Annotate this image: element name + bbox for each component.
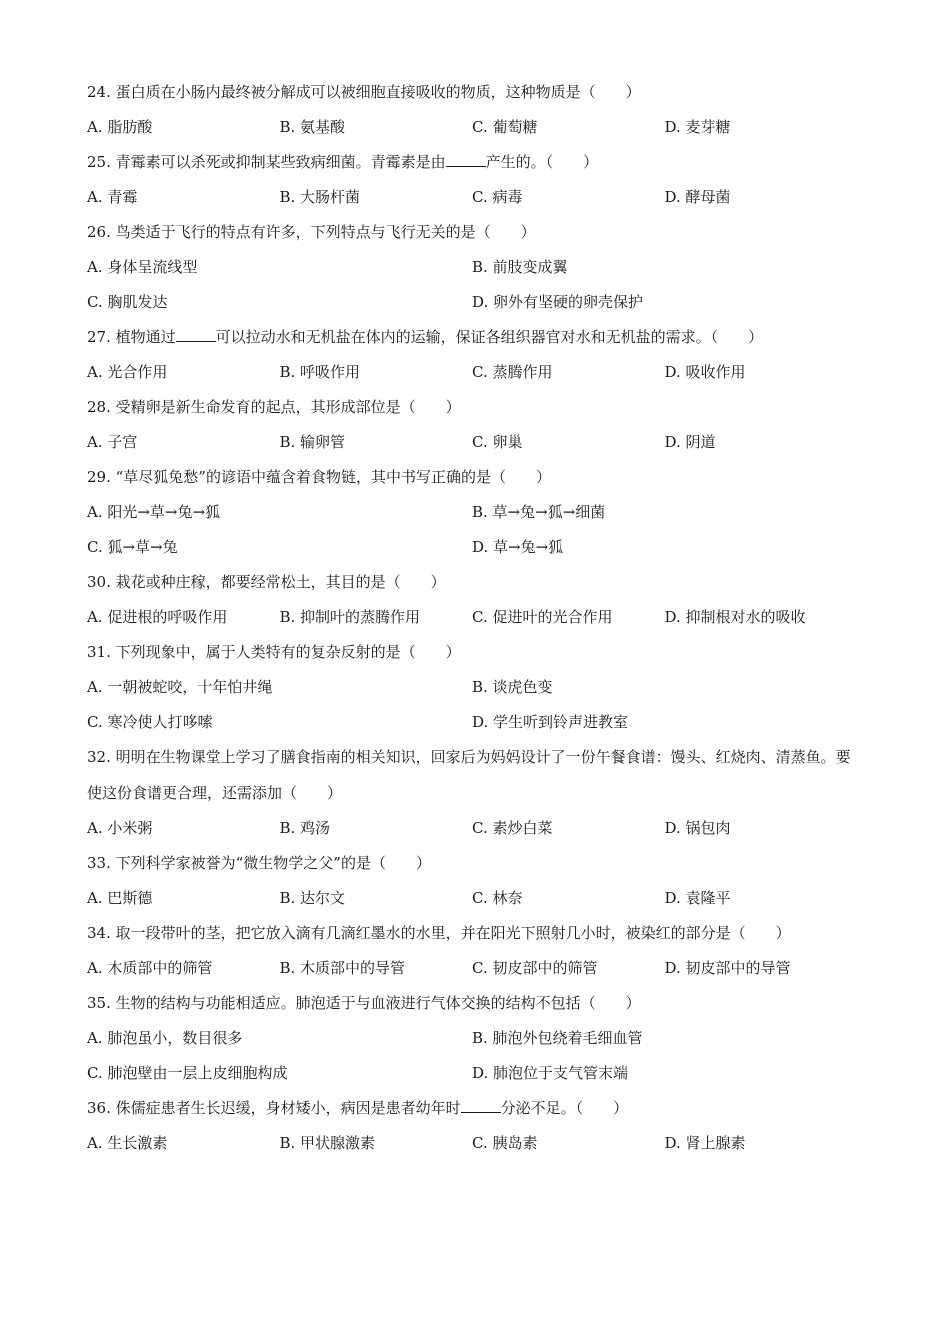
option: C. 狐→草→兔 [87,538,178,556]
option: C. 素炒白菜 [472,819,553,837]
option: D. 袁隆平 [664,889,731,907]
option: D. 锅包肉 [664,819,731,837]
option: D. 学生听到铃声进教室 [472,713,629,731]
option: B. 谈虎色变 [472,678,553,696]
option: C. 韧皮部中的筛管 [472,959,598,977]
option: D. 草→兔→狐 [472,538,564,556]
option: C. 胸肌发达 [87,293,168,311]
option: C. 促进叶的光合作用 [472,608,613,626]
option: A. 小米粥 [87,819,153,837]
option: A. 促进根的呼吸作用 [87,608,228,626]
option: D. 卵外有坚硬的卵壳保护 [472,293,644,311]
option: D. 抑制根对水的吸收 [664,608,806,626]
option-row [87,115,857,150]
fill-blank [176,327,216,342]
option-row [87,1131,857,1166]
option-row [87,430,857,465]
option: D. 肺泡位于支气管末端 [472,1064,629,1082]
option-row [87,255,857,290]
option: A. 一朝被蛇咬，十年怕井绳 [87,678,273,696]
option: C. 肺泡壁由一层上皮细胞构成 [87,1064,288,1082]
option-row [87,816,857,851]
option: A. 身体呈流线型 [87,258,198,276]
option: B. 鸡汤 [279,819,331,837]
option-row [87,1061,857,1096]
option: D. 阴道 [664,433,716,451]
option: B. 木质部中的导管 [279,959,406,977]
option: A. 巴斯德 [87,889,153,907]
question-stem: 27. 植物通过 可以拉动水和无机盐在体内的运输，保证各组织器官对水和无机盐的需求。（ ） [87,328,764,346]
option-row [87,535,857,570]
question-stem: 36. 侏儒症患者生长迟缓，身材矮小，病因是患者幼年时 分泌不足。（ ） [87,1099,629,1117]
option: B. 呼吸作用 [279,363,361,381]
question-stem: 34. 取一段带叶的茎，把它放入滴有几滴红墨水的水里，并在阳光下照射几小时，被染红的部分是（ ） [87,924,791,942]
option: C. 病毒 [472,188,523,206]
option-row [87,500,857,535]
option: C. 葡萄糖 [472,118,538,136]
option: D. 麦芽糖 [664,118,731,136]
option: A. 阳光→草→兔→狐 [87,503,221,521]
option-row [87,956,857,991]
option: B. 输卵管 [279,433,346,451]
option-row [87,360,857,395]
option: A. 子宫 [87,433,138,451]
option-row [87,675,857,710]
question-stem: 26. 鸟类适于飞行的特点有许多，下列特点与飞行无关的是（ ） [87,223,536,241]
question-stem: 30. 栽花或种庄稼，都要经常松土，其目的是（ ） [87,573,446,591]
option-row [87,1026,857,1061]
question-stem: 32. 明明在生物课堂上学习了膳食指南的相关知识，回家后为妈妈设计了一份午餐食谱：馒头、红烧肉、清蒸鱼。要使这份食谱更合理，还需添加（ ） [87,748,851,802]
option: A. 脂肪酸 [87,118,153,136]
fill-blank [461,1098,501,1113]
option: A. 木质部中的筛管 [87,959,213,977]
question-stem: 28. 受精卵是新生命发育的起点，其形成部位是（ ） [87,398,461,416]
option: D. 酵母菌 [664,188,731,206]
option: C. 胰岛素 [472,1134,538,1152]
option: A. 光合作用 [87,363,168,381]
option: C. 卵巢 [472,433,523,451]
question-stem: 24. 蛋白质在小肠内最终被分解成可以被细胞直接吸收的物质，这种物质是（ ） [87,83,641,101]
question-stem: 31. 下列现象中，属于人类特有的复杂反射的是（ ） [87,643,461,661]
option: B. 甲状腺激素 [279,1134,376,1152]
option: B. 抑制叶的蒸腾作用 [279,608,421,626]
option: A. 青霉 [87,188,138,206]
question-stem: 33. 下列科学家被誉为“微生物学之父”的是（ ） [87,854,431,872]
fill-blank [446,152,486,167]
option: B. 前肢变成翼 [472,258,568,276]
option-row [87,605,857,640]
option: D. 吸收作用 [664,363,746,381]
option: C. 林奈 [472,889,523,907]
option: B. 达尔文 [279,889,346,907]
option: A. 肺泡虽小，数目很多 [87,1029,243,1047]
option: D. 肾上腺素 [664,1134,746,1152]
option: C. 寒冷使人打哆嗦 [87,713,213,731]
question-stem: 29. “草尽狐兔愁”的谚语中蕴含着食物链，其中书写正确的是（ ） [87,468,551,486]
option-row [87,185,857,220]
option: B. 草→兔→狐→细菌 [472,503,606,521]
question-stem: 25. 青霉素可以杀死或抑制某些致病细菌。青霉素是由 产生的。（ ） [87,153,599,171]
question-sheet [87,80,857,1166]
option: D. 韧皮部中的导管 [664,959,791,977]
option: A. 生长激素 [87,1134,168,1152]
option: B. 氨基酸 [279,118,346,136]
option: B. 肺泡外包绕着毛细血管 [472,1029,643,1047]
question-stem: 35. 生物的结构与功能相适应。肺泡适于与血液进行气体交换的结构不包括（ ） [87,994,641,1012]
option: C. 蒸腾作用 [472,363,553,381]
option: B. 大肠杆菌 [279,188,361,206]
option-row [87,290,857,325]
